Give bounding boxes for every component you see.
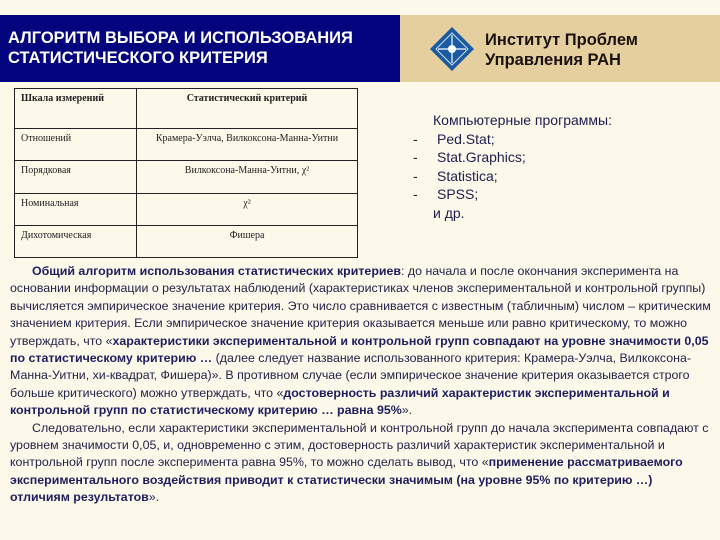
cell-criterion: Крамера-Уэлча, Вилкоксона-Манна-Уитни: [137, 129, 358, 161]
table-row: [15, 161, 358, 193]
table-row: [15, 225, 358, 257]
header-criterion: Статистический критерий: [137, 89, 358, 129]
list-item: [413, 167, 612, 186]
cell-scale: Порядковая: [15, 161, 137, 193]
table-row: [15, 193, 358, 225]
dash: -: [413, 149, 418, 165]
ipu-ran-logo-icon: [430, 27, 474, 71]
software-list-title: Компьютерные программы:: [433, 112, 612, 128]
dash: -: [413, 186, 418, 202]
cell-scale: Дихотомическая: [15, 225, 137, 257]
dash: -: [413, 167, 418, 184]
item-label: Ped.Stat;: [437, 130, 495, 147]
bold-text: применение рассматриваемого экспериментального воздействия приводит к статистически значимым (на уровне 95% по критерию …) отличиям результатов: [10, 455, 683, 505]
cell-criterion: Фишера: [137, 225, 358, 257]
bold-text: характеристики экспериментальной и контрольной групп совпадают на уровне значимости 0,05 по статистическому критерию …: [10, 333, 709, 366]
criteria-table: [14, 88, 358, 258]
title-line-2: СТАТИСТИЧЕСКОГО КРИТЕРИЯ: [8, 49, 268, 67]
list-item: [413, 148, 612, 167]
list-tail: и др.: [433, 204, 465, 221]
table-row: [15, 129, 358, 161]
list-item: [413, 130, 612, 149]
list-item: [413, 185, 612, 204]
software-list: [413, 111, 612, 222]
paragraph-1: [10, 263, 715, 420]
title-line-1: АЛГОРИТМ ВЫБОРА И ИСПОЛЬЗОВАНИЯ: [8, 29, 353, 47]
institute-name: [485, 30, 638, 70]
text: ».: [148, 490, 160, 505]
institute-banner: [400, 15, 720, 82]
cell-criterion: Вилкоксона-Манна-Уитни, χ²: [137, 161, 358, 193]
slide-title: [0, 15, 400, 82]
institute-line-1: Институт Проблем: [485, 31, 638, 49]
text: (далее следует название использованного критерия: Крамера-Уэлча, Вилкоксона-Манна-Уитни, хи-квадрат, Фишера)». В противном случае (если эмпирическое значение критерия оказывается строго больше критического) можно утверждать, что «: [10, 351, 691, 400]
paragraph-2: [10, 420, 715, 507]
table-header-row: [15, 89, 358, 129]
item-label: Stat.Graphics;: [437, 149, 526, 165]
cell-scale: Номинальная: [15, 193, 137, 225]
text: : до начала и после окончания эксперимента на основании информации о результатах наблюдений (характеристиках членов экспериментальной и контрольной группы) вычисляется эмпирическое значение критерия. Это число сравнивается с известным (табличным) числом – критическим значением критерия. Если эмпирическое значение критерия оказывается меньше или равно критическому, то можно утверждать, что «: [10, 264, 711, 348]
item-label: SPSS;: [437, 186, 479, 202]
header-scale: Шкала измерений: [15, 89, 137, 129]
institute-line-2: Управления РАН: [485, 51, 621, 69]
cell-scale: Отношений: [15, 129, 137, 161]
text: ».: [401, 403, 413, 418]
item-label: Statistica;: [437, 167, 498, 184]
text: Следовательно, если характеристики экспериментальной и контрольной групп до начала эксперимента совпадают с уровнем значимости 0,05, и, одновременно с этим, достоверность различий характеристик экспериментальной и контрольной групп после эксперимента равна 95%, то можно сделать вывод, что «: [10, 420, 709, 470]
bold-text: достоверность различий характеристик экспериментальной и контрольной групп по статистическому критерию … равна 95%: [10, 385, 670, 418]
bold-text: Общий алгоритм использования статистических критериев: [32, 264, 402, 278]
cell-criterion: χ²: [137, 193, 358, 225]
body-text: [10, 263, 715, 507]
dash: -: [413, 130, 418, 147]
